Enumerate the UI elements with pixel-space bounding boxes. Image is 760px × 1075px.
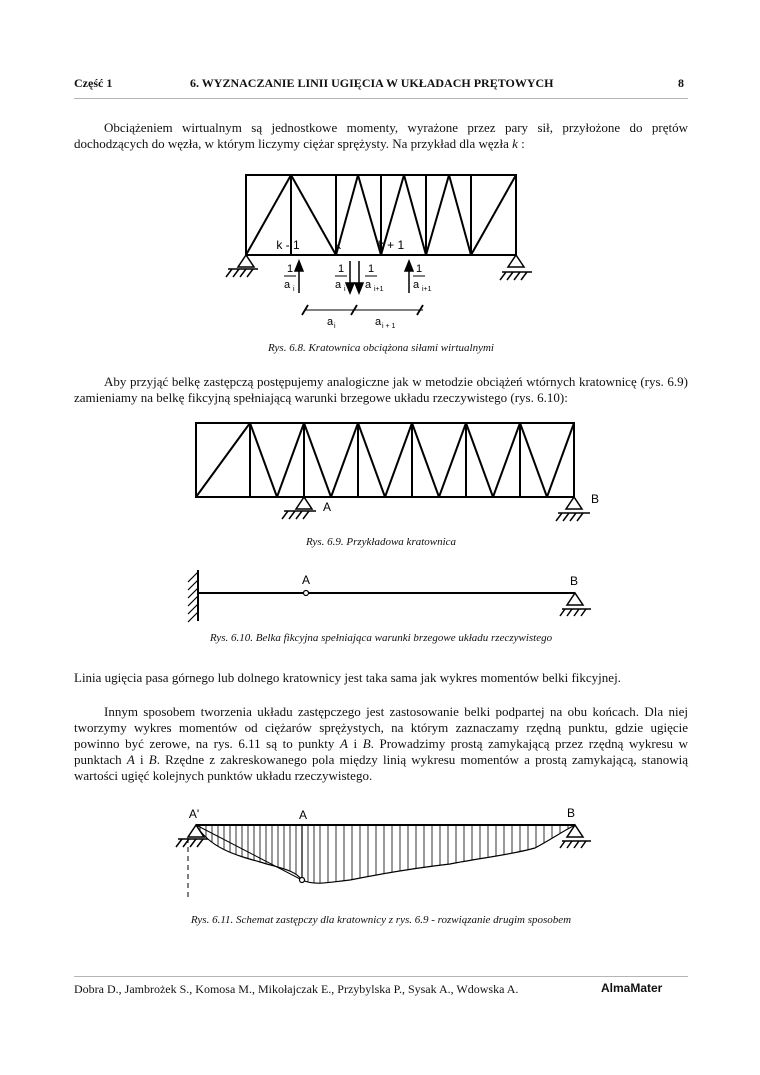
roller-support-b bbox=[556, 497, 590, 521]
header-page-number: 8 bbox=[678, 76, 684, 90]
caption-6-9: Rys. 6.9. Przykładowa kratownica bbox=[305, 536, 457, 548]
fraction-subscript: i+1 bbox=[422, 286, 432, 293]
label-a: A bbox=[323, 500, 332, 514]
node-label-k-minus-1: k - 1 bbox=[276, 238, 300, 252]
label-b: B bbox=[566, 806, 576, 820]
conjunction: i bbox=[134, 752, 149, 767]
header-part: Część 1 bbox=[74, 76, 113, 90]
label-a-prime: A' bbox=[188, 807, 200, 821]
dimension-subscript: i bbox=[334, 323, 336, 330]
footer-authors: Dobra D., Jambrożek S., Komosa M., Mikołajczak E., Przybylska P., Sysak A., Wdowska A. bbox=[74, 982, 519, 996]
figure-6-10-fictitious-beam bbox=[175, 568, 600, 628]
roller-support-right bbox=[500, 255, 532, 280]
node-label-k: k bbox=[335, 238, 341, 252]
pin-support-a bbox=[282, 497, 316, 519]
node-symbol: k bbox=[512, 136, 518, 151]
roller-support-b bbox=[560, 825, 591, 848]
fraction-numerator: 1 bbox=[415, 263, 423, 275]
paragraph-1-text: Obciążeniem wirtualnym są jednostkowe momenty, wyrażone przez pary sił, przyłożone do prętów dochodzących do węzła, w którym liczymy ciężar sprężysty. Na przykład dla węzła bbox=[74, 120, 688, 151]
label-b: B bbox=[569, 574, 579, 588]
paragraph-4 bbox=[74, 704, 688, 784]
paragraph-4-text: . Rzędne z zakreskowanego pola między linią wykresu momentów a prostą zamykającą, stanowią wartości ugięć kolejnych punktów układu rzeczywistego. bbox=[74, 752, 688, 783]
paragraph-4-text: Innym sposobem tworzenia układu zastępczego jest zastosowanie belki podpartej na obu końcach. Dla niej tworzymy wykres momentów od ciężarów sprężystych, na którym zaznaczamy rzędną punktu, gdzie ugięcie powinno być zerowe, na rys. 6.11 są to punkty bbox=[74, 704, 688, 751]
caption-6-11: Rys. 6.11. Schemat zastępczy dla kratownicy z rys. 6.9 - rozwiązanie drugim sposobem bbox=[190, 914, 572, 926]
arrow-up-icon bbox=[405, 261, 413, 271]
fraction-denominator: a bbox=[412, 279, 420, 291]
caption-6-10: Rys. 6.10. Belka fikcyjna spełniająca warunki brzegowe układu rzeczywistego bbox=[209, 632, 553, 644]
fraction-subscript: i bbox=[293, 286, 295, 293]
footer-rule bbox=[74, 976, 688, 977]
header-rule bbox=[74, 98, 688, 99]
dimension-line bbox=[302, 305, 423, 315]
point-a: A bbox=[126, 752, 135, 767]
fraction-subscript: i+1 bbox=[374, 286, 384, 293]
dimension-label: a bbox=[327, 316, 334, 328]
pin-support-left bbox=[226, 255, 258, 277]
caption-6-8: Rys. 6.8. Kratownica obciążona siłami wirtualnymi bbox=[268, 342, 494, 354]
paragraph-2: Aby przyjąć belkę zastępczą postępujemy analogiczne jak w metodzie obciążeń wtórnych kratownicę (rys. 6.9) zamieniamy na belkę fikcyjną spełniającą warunki brzegowe układu rzeczywistego (rys. 6.10): bbox=[74, 374, 688, 405]
truss-outline bbox=[196, 423, 574, 497]
figure-6-8-truss-virtual-loads bbox=[210, 165, 540, 340]
fraction-denominator: a bbox=[364, 279, 372, 291]
header-chapter: 6. WYZNACZANIE LINII UGIĘCIA W UKŁADACH PRĘTOWYCH bbox=[190, 76, 554, 90]
conjunction: i bbox=[347, 736, 363, 751]
hinge-a bbox=[304, 591, 309, 596]
point-b: B bbox=[362, 736, 371, 751]
closing-line bbox=[196, 825, 302, 880]
label-a: A bbox=[298, 808, 308, 822]
fixed-support-hatch bbox=[188, 572, 198, 622]
figure-6-9-example-truss bbox=[180, 412, 610, 530]
fraction-numerator: 1 bbox=[367, 263, 375, 275]
figure-6-11-substitute-scheme bbox=[150, 800, 610, 910]
fraction-denominator: a bbox=[283, 279, 291, 291]
arrow-down-icon bbox=[346, 283, 354, 293]
point-a-marker bbox=[300, 878, 305, 883]
arrow-up-icon bbox=[295, 261, 303, 271]
roller-support-b bbox=[560, 593, 591, 616]
dimension-label: a bbox=[375, 316, 382, 328]
fraction-subscript: i bbox=[344, 286, 346, 293]
paragraph-4-text: . Prowadzimy prostą zamykającą przez rzędną wykresu w punktach bbox=[74, 736, 689, 767]
paragraph-1-end: : bbox=[517, 136, 525, 151]
label-b: B bbox=[591, 492, 600, 506]
fraction-denominator: a bbox=[334, 279, 342, 291]
node-label-k-plus-1: k + 1 bbox=[377, 238, 405, 252]
fraction-numerator: 1 bbox=[337, 263, 345, 275]
arrow-down-icon bbox=[355, 283, 363, 293]
footer-brand: AlmaMater bbox=[601, 981, 663, 995]
dimension-subscript: i + 1 bbox=[382, 323, 396, 330]
fraction-numerator: 1 bbox=[286, 263, 294, 275]
label-a: A bbox=[301, 573, 311, 587]
point-b: B bbox=[148, 752, 157, 767]
hatched-area bbox=[200, 820, 568, 900]
paragraph-3: Linia ugięcia pasa górnego lub dolnego kratownicy jest taka sama jak wykres momentów belki fikcyjnej. bbox=[74, 670, 621, 685]
point-a: A bbox=[339, 736, 348, 751]
paragraph-1 bbox=[74, 120, 688, 152]
